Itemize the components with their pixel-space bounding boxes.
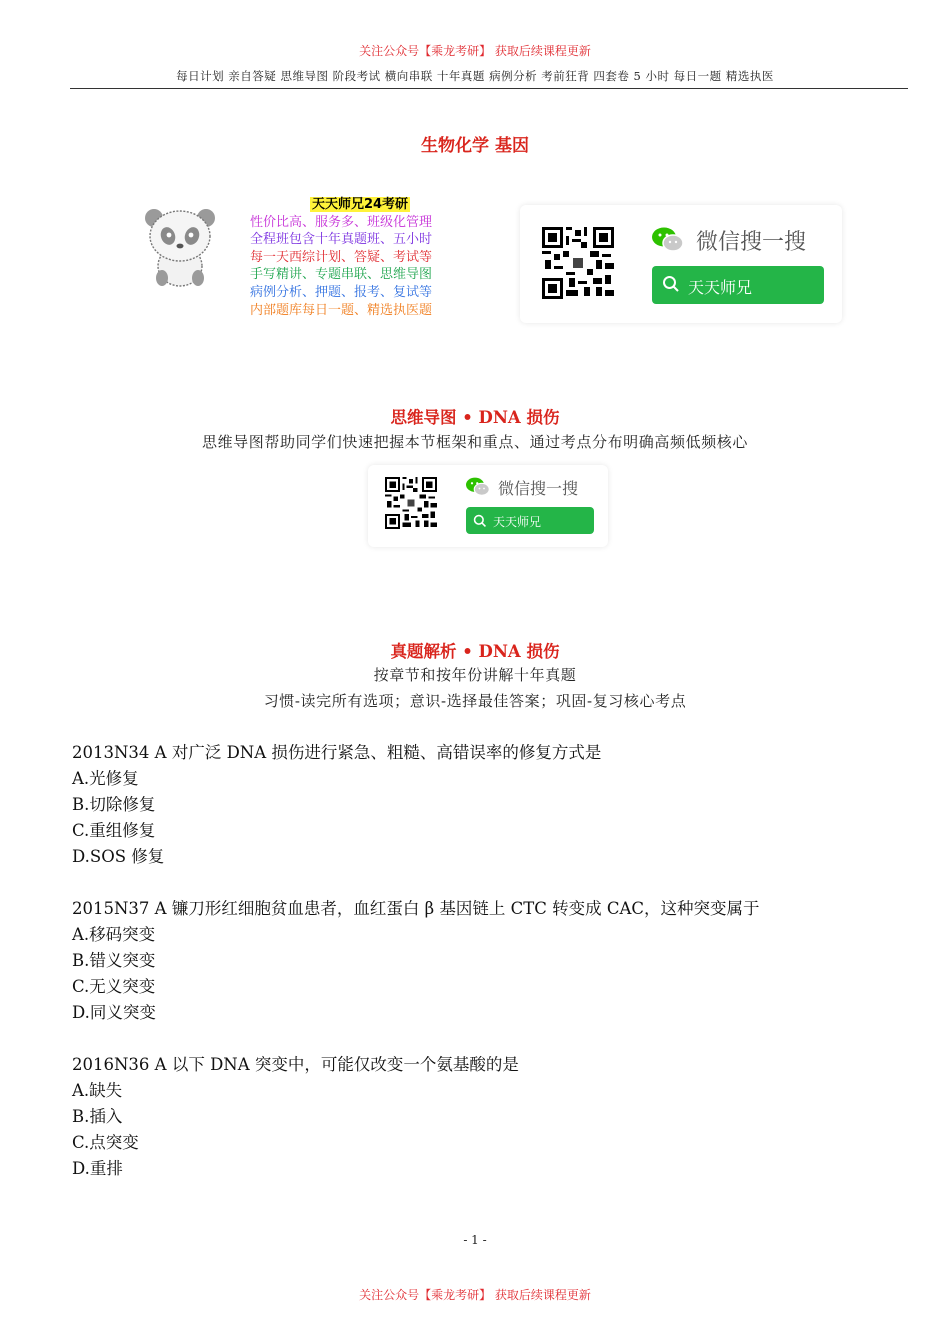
promo-line-3: 每一天西综计划、答疑、考试等 <box>250 249 433 265</box>
question-block <box>72 896 892 1026</box>
page-title: 生物化学 基因 <box>421 136 529 156</box>
question-option: A.移码突变 <box>72 925 156 944</box>
wechat-search-label: 微信搜一搜 <box>696 230 807 255</box>
search-icon <box>662 275 680 297</box>
wechat-search-button[interactable] <box>652 266 824 304</box>
question-option: C.点突变 <box>72 1133 139 1152</box>
mindmap-section-subtitle: 思维导图帮助同学们快速把握本节框架和重点、通过考点分布明确高频低频核心 <box>201 433 748 451</box>
mindmap-section-title: 思维导图 • DNA 损伤 <box>390 408 560 427</box>
question-stem: 2013N34 A 对广泛 DNA 损伤进行紧急、粗糙、高错误率的修复方式是 <box>72 743 602 762</box>
wechat-search-card[interactable] <box>520 205 842 323</box>
question-option: D.重排 <box>72 1159 123 1178</box>
wechat-search-button-small[interactable] <box>466 507 594 534</box>
question-option: B.插入 <box>72 1107 123 1126</box>
analysis-subtitle-1: 按章节和按年份讲解十年真题 <box>373 666 577 684</box>
wechat-logo-icon-small <box>466 477 490 497</box>
promo-line-4: 手写精讲、专题串联、思维导图 <box>250 267 433 283</box>
question-option: C.重组修复 <box>72 821 156 840</box>
question-option: C.无义突变 <box>72 977 156 996</box>
page-number: - 1 - <box>463 1233 487 1247</box>
question-option: A.光修复 <box>72 769 139 788</box>
search-icon-small <box>473 513 487 532</box>
promo-line-6: 内部题库每日一题、精选执医题 <box>250 302 433 318</box>
question-option: D.SOS 修复 <box>72 847 165 866</box>
header-service-list: 每日计划 亲自答疑 思维导图 阶段考试 横向串联 十年真题 病例分析 考前狂背 四套卷 5 小时 每日一题 精选执医 <box>176 69 774 83</box>
header-promo-note: 关注公众号【乘龙考研】 获取后续课程更新 <box>359 44 591 58</box>
question-stem: 2016N36 A 以下 DNA 突变中，可能仅改变一个氨基酸的是 <box>72 1055 519 1074</box>
question-option: B.错义突变 <box>72 951 156 970</box>
question-option: A.缺失 <box>72 1081 123 1100</box>
promo-line-0: 天天师兄24考研 <box>311 197 409 212</box>
wechat-search-term-small: 天天师兄 <box>493 515 542 529</box>
wechat-logo-icon <box>652 227 684 253</box>
qr-code-icon <box>542 227 614 299</box>
wechat-search-card-small[interactable] <box>368 465 608 547</box>
header-divider <box>70 88 908 89</box>
question-block <box>72 1052 892 1182</box>
analysis-section-title: 真题解析 • DNA 损伤 <box>390 642 560 661</box>
question-stem: 2015N37 A 镰刀形红细胞贫血患者，血红蛋白 β 基因链上 CTC 转变成 CAC，这种突变属于 <box>72 899 760 918</box>
promo-text-block <box>250 196 470 319</box>
wechat-search-term: 天天师兄 <box>688 278 753 297</box>
analysis-subtitle-2: 习惯-读完所有选项；意识-选择最佳答案；巩固-复习核心考点 <box>263 692 687 710</box>
footer-promo-note: 关注公众号【乘龙考研】 获取后续课程更新 <box>359 1288 591 1302</box>
question-option: D.同义突变 <box>72 1003 156 1022</box>
panda-mascot-icon <box>138 204 222 290</box>
question-option: B.切除修复 <box>72 795 156 814</box>
wechat-search-label-small: 微信搜一搜 <box>498 479 579 498</box>
qr-code-icon-small <box>385 477 437 529</box>
promo-line-2: 全程班包含十年真题班、五小时 <box>250 232 433 248</box>
promo-line-1: 性价比高、服务多、班级化管理 <box>250 214 433 230</box>
promo-line-5: 病例分析、押题、报考、复试等 <box>250 284 433 300</box>
question-block <box>72 740 892 870</box>
